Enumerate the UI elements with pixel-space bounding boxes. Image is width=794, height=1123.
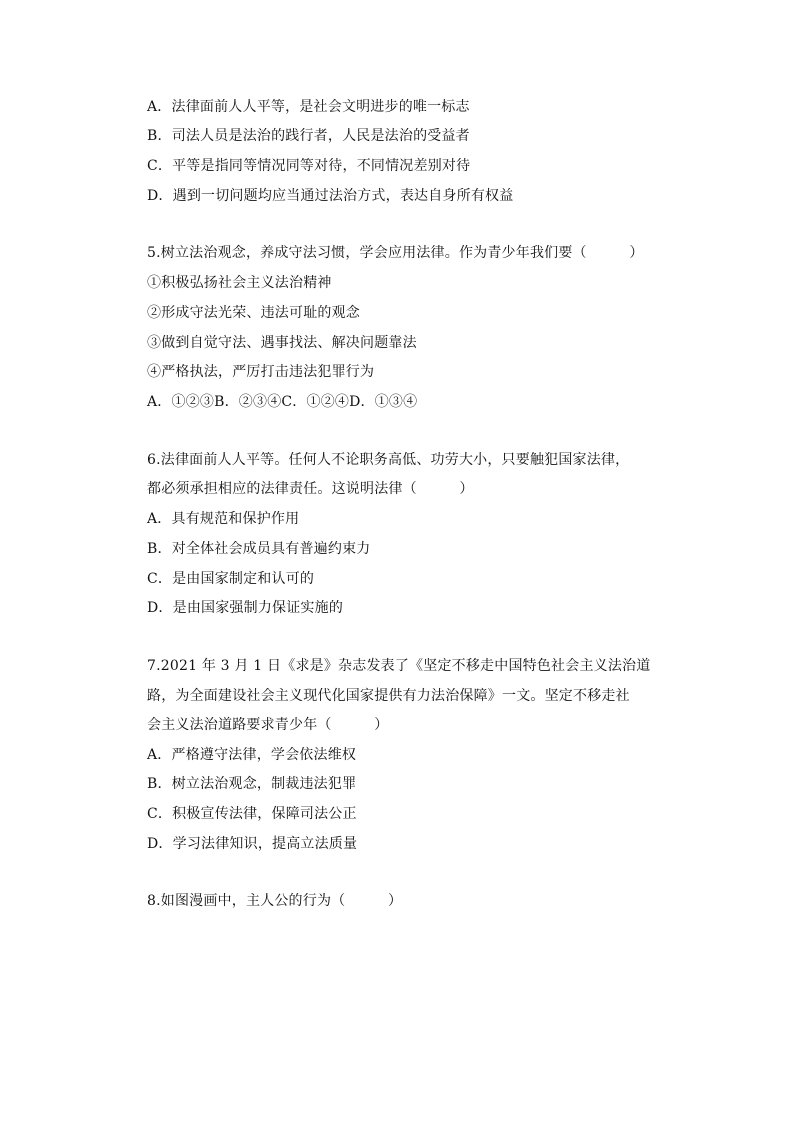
q7-stem-line-3: 会主义法治道路要求青少年（ ） <box>147 717 389 733</box>
q6-option-d: D．是由国家强制力保证实施的 <box>147 600 344 616</box>
q6-stem-line-2: 都必须承担相应的法律责任。这说明法律（ ） <box>147 481 474 497</box>
q6-option-c: C．是由国家制定和认可的 <box>147 571 315 587</box>
q5-item-2: ②形成守法光荣、违法可耻的观念 <box>147 305 360 321</box>
q5-options: A．①②③B．②③④C．①②④D．①③④ <box>147 394 418 410</box>
q4-option-b: B．司法人员是法治的践行者，人民是法治的受益者 <box>147 128 470 144</box>
q7-option-b: B．树立法治观念，制裁违法犯罪 <box>147 776 357 792</box>
q7-stem-line-1: 7.2021 年 3 月 1 日《求是》杂志发表了《坚定不移走中国特色社会主义法治道 <box>147 658 651 674</box>
q5-item-4: ④严格执法，严厉打击违法犯罪行为 <box>147 364 375 380</box>
q5-item-3: ③做到自觉守法、遇事找法、解决问题靠法 <box>147 335 417 351</box>
q5-item-1: ①积极弘扬社会主义法治精神 <box>147 275 332 291</box>
q8-stem: 8.如图漫画中，主人公的行为（ ） <box>147 893 403 909</box>
q6-option-b: B．对全体社会成员具有普遍约束力 <box>147 541 371 557</box>
q6-stem-line-1: 6.法律面前人人平等。任何人不论职务高低、功劳大小，只要触犯国家法律， <box>147 452 630 468</box>
q5-stem: 5.树立法治观念，养成守法习惯，学会应用法律。作为青少年我们要（ ） <box>147 245 644 261</box>
q6-option-a: A．具有规范和保护作用 <box>147 511 300 527</box>
q7-option-d: D．学习法律知识，提高立法质量 <box>147 836 358 852</box>
q4-option-c: C．平等是指同等情况同等对待，不同情况差别对待 <box>147 158 471 174</box>
q4-option-a: A．法律面前人人平等，是社会文明进步的唯一标志 <box>147 99 470 115</box>
q7-option-c: C．积极宣传法律，保障司法公正 <box>147 806 357 822</box>
q7-stem-line-2: 路，为全面建设社会主义现代化国家提供有力法治保障》一文。坚定不移走社 <box>147 688 630 704</box>
q4-option-d: D．遇到一切问题均应当通过法治方式，表达自身所有权益 <box>147 188 514 204</box>
q7-option-a: A．严格遵守法律，学会依法维权 <box>147 747 357 763</box>
